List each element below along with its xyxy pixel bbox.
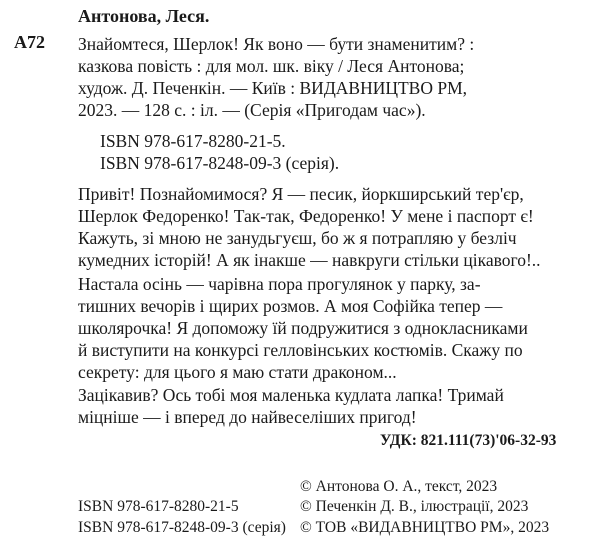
description-line: Знайомтеся, Шерлок! Як воно — бути знаменитим? : [78, 34, 475, 54]
copyright-line: © ТОВ «ВИДАВНИЦТВО РМ», 2023 [300, 519, 550, 536]
copyright-line: © Печенкін Д. В., ілюстрації, 2023 [300, 498, 529, 515]
description-line: 2023. — 128 с. : іл. — (Серія «Пригодам час»). [78, 100, 426, 120]
annotation-line: Привіт! Познайомимося? Я — песик, йоркширський тер'єр, [78, 184, 524, 204]
annotation-line: й виступити на конкурсі гелловінських костюмів. Скажу по [78, 340, 523, 360]
udk-code: УДК: 821.111(73)'06-32-93 [380, 432, 557, 449]
author-heading: Антонова, Леся. [78, 6, 210, 26]
annotation-line: секрету: для цього я маю стати драконом... [78, 362, 397, 382]
annotation-line: Кажуть, зі мною не занудьгуєш, бо ж я потрапляю у безліч [78, 228, 517, 248]
copyright-line: © Антонова О. А., текст, 2023 [300, 478, 498, 495]
annotation-line: кумедних історій! А як інакше — навкруги стільки цікавого!.. [78, 250, 541, 270]
annotation-line: тишних вечорів і щирих розмов. А моя Софійка тепер — [78, 296, 503, 316]
annotation-line: міцніше — і вперед до найвеселіших пригод! [78, 407, 417, 427]
description-line: казкова повість : для мол. шк. віку / Леся Антонова; [78, 56, 465, 76]
footer-isbn-series: ISBN 978-617-8248-09-3 (серія) [78, 519, 286, 536]
footer-isbn: ISBN 978-617-8280-21-5 [78, 498, 239, 515]
isbn-series-line: ISBN 978-617-8248-09-3 (серія). [100, 153, 340, 173]
annotation-line: Зацікавив? Ось тобі моя маленька кудлата лапка! Тримай [78, 385, 504, 405]
isbn-line: ISBN 978-617-8280-21-5. [100, 131, 286, 151]
classification-code: А72 [14, 32, 45, 52]
annotation-line: Настала осінь — чарівна пора прогулянок у парку, за- [78, 274, 481, 294]
annotation-line: Шерлок Федоренко! Так-так, Федоренко! У мене і паспорт є! [78, 206, 534, 226]
description-line: худож. Д. Печенкін. — Київ : ВИДАВНИЦТВО РМ, [78, 78, 468, 98]
annotation-line: школярочка! Я допоможу їй подружитися з однокласниками [78, 318, 528, 338]
